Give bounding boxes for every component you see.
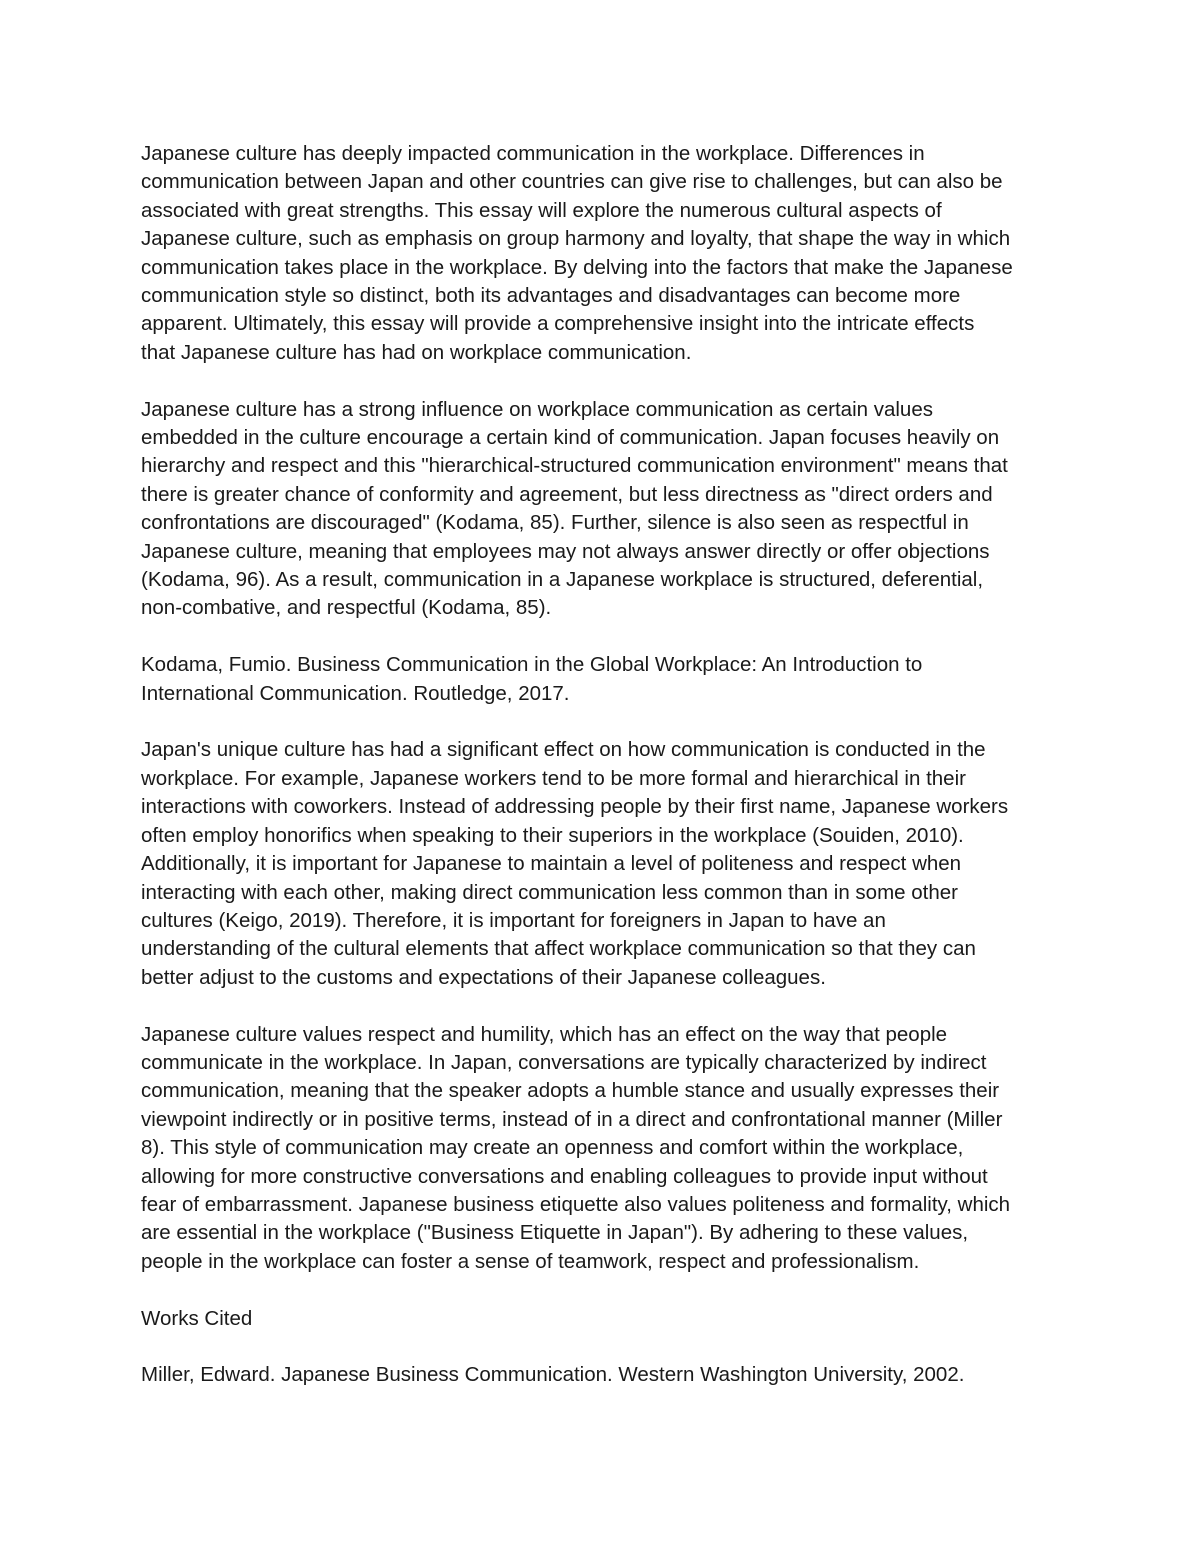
- text-line: communication, meaning that the speaker adopts a humble stance and usually expresses their: [141, 1079, 1000, 1103]
- text-line: communication style so distinct, both its advantages and disadvantages can become more: [141, 284, 961, 308]
- text-line: hierarchy and respect and this "hierarchical-structured communication environment" means that: [141, 454, 1008, 478]
- text-line: embedded in the culture encourage a certain kind of communication. Japan focuses heavily on: [141, 426, 1000, 450]
- text-line: associated with great strengths. This essay will explore the numerous cultural aspects of: [141, 198, 942, 222]
- text-line: Japanese culture, meaning that employees may not always answer directly or offer objections: [141, 539, 990, 563]
- text-line: (Kodama, 96). As a result, communication in a Japanese workplace is structured, deferential,: [141, 568, 984, 592]
- text-line: communication between Japan and other countries can give rise to challenges, but can also be: [141, 170, 1003, 194]
- works-cited-heading: [141, 1305, 1076, 1333]
- text-line: Works Cited: [141, 1306, 253, 1330]
- text-line: Miller, Edward. Japanese Business Communication. Western Washington University, 2002.: [141, 1363, 965, 1387]
- text-line: International Communication. Routledge, 2017.: [141, 681, 570, 705]
- paragraph-respect-humility: [141, 1021, 1076, 1277]
- text-line: viewpoint indirectly or in positive terms, instead of in a direct and confrontational manner (Miller: [141, 1107, 1003, 1131]
- text-line: Kodama, Fumio. Business Communication in the Global Workplace: An Introduction to: [141, 653, 923, 677]
- text-line: there is greater chance of conformity and agreement, but less directness as "direct orders and: [141, 482, 993, 506]
- text-line: apparent. Ultimately, this essay will provide a comprehensive insight into the intricate effects: [141, 312, 975, 336]
- text-line: people in the workplace can foster a sense of teamwork, respect and professionalism.: [141, 1249, 920, 1273]
- text-line: allowing for more constructive conversations and enabling colleagues to provide input without: [141, 1164, 988, 1188]
- citation-kodama: [141, 651, 1076, 708]
- text-line: interactions with coworkers. Instead of addressing people by their first name, Japanese workers: [141, 795, 1009, 819]
- paragraph-intro: [141, 140, 1076, 367]
- text-line: interacting with each other, making direct communication less common than in some other: [141, 880, 958, 904]
- paragraph-unique-culture: [141, 736, 1076, 992]
- text-line: communication takes place in the workplace. By delving into the factors that make the Japanese: [141, 255, 1013, 279]
- text-line: communicate in the workplace. In Japan, conversations are typically characterized by indirect: [141, 1050, 987, 1074]
- text-line: Japanese culture, such as emphasis on group harmony and loyalty, that shape the way in which: [141, 227, 1011, 251]
- text-line: Japanese culture values respect and humility, which has an effect on the way that people: [141, 1022, 948, 1046]
- text-line: confrontations are discouraged" (Kodama, 85). Further, silence is also seen as respectful in: [141, 511, 969, 535]
- text-line: workplace. For example, Japanese workers tend to be more formal and hierarchical in their: [141, 766, 966, 790]
- text-line: Japanese culture has a strong influence on workplace communication as certain values: [141, 397, 933, 421]
- text-line: often employ honorifics when speaking to their superiors in the workplace (Souiden, 2010).: [141, 823, 964, 847]
- text-line: Japan's unique culture has had a significant effect on how communication is conducted in the: [141, 738, 986, 762]
- text-line: non-combative, and respectful (Kodama, 85).: [141, 596, 552, 620]
- paragraph-influence: [141, 396, 1076, 623]
- document-body: [141, 140, 1076, 1418]
- text-line: better adjust to the customs and expectations of their Japanese colleagues.: [141, 965, 826, 989]
- text-line: Additionally, it is important for Japanese to maintain a level of politeness and respect when: [141, 852, 962, 876]
- text-line: fear of embarrassment. Japanese business etiquette also values politeness and formality, which: [141, 1192, 1011, 1216]
- text-line: 8). This style of communication may create an openness and comfort within the workplace,: [141, 1136, 964, 1160]
- text-line: are essential in the workplace ("Business Etiquette in Japan"). By adhering to these values,: [141, 1221, 969, 1245]
- text-line: understanding of the cultural elements that affect workplace communication so that they can: [141, 937, 976, 961]
- citation-miller: [141, 1361, 1076, 1389]
- text-line: Japanese culture has deeply impacted communication in the workplace. Differences in: [141, 142, 925, 165]
- text-line: that Japanese culture has had on workplace communication.: [141, 340, 692, 364]
- text-line: cultures (Keigo, 2019). Therefore, it is important for foreigners in Japan to have an: [141, 908, 886, 932]
